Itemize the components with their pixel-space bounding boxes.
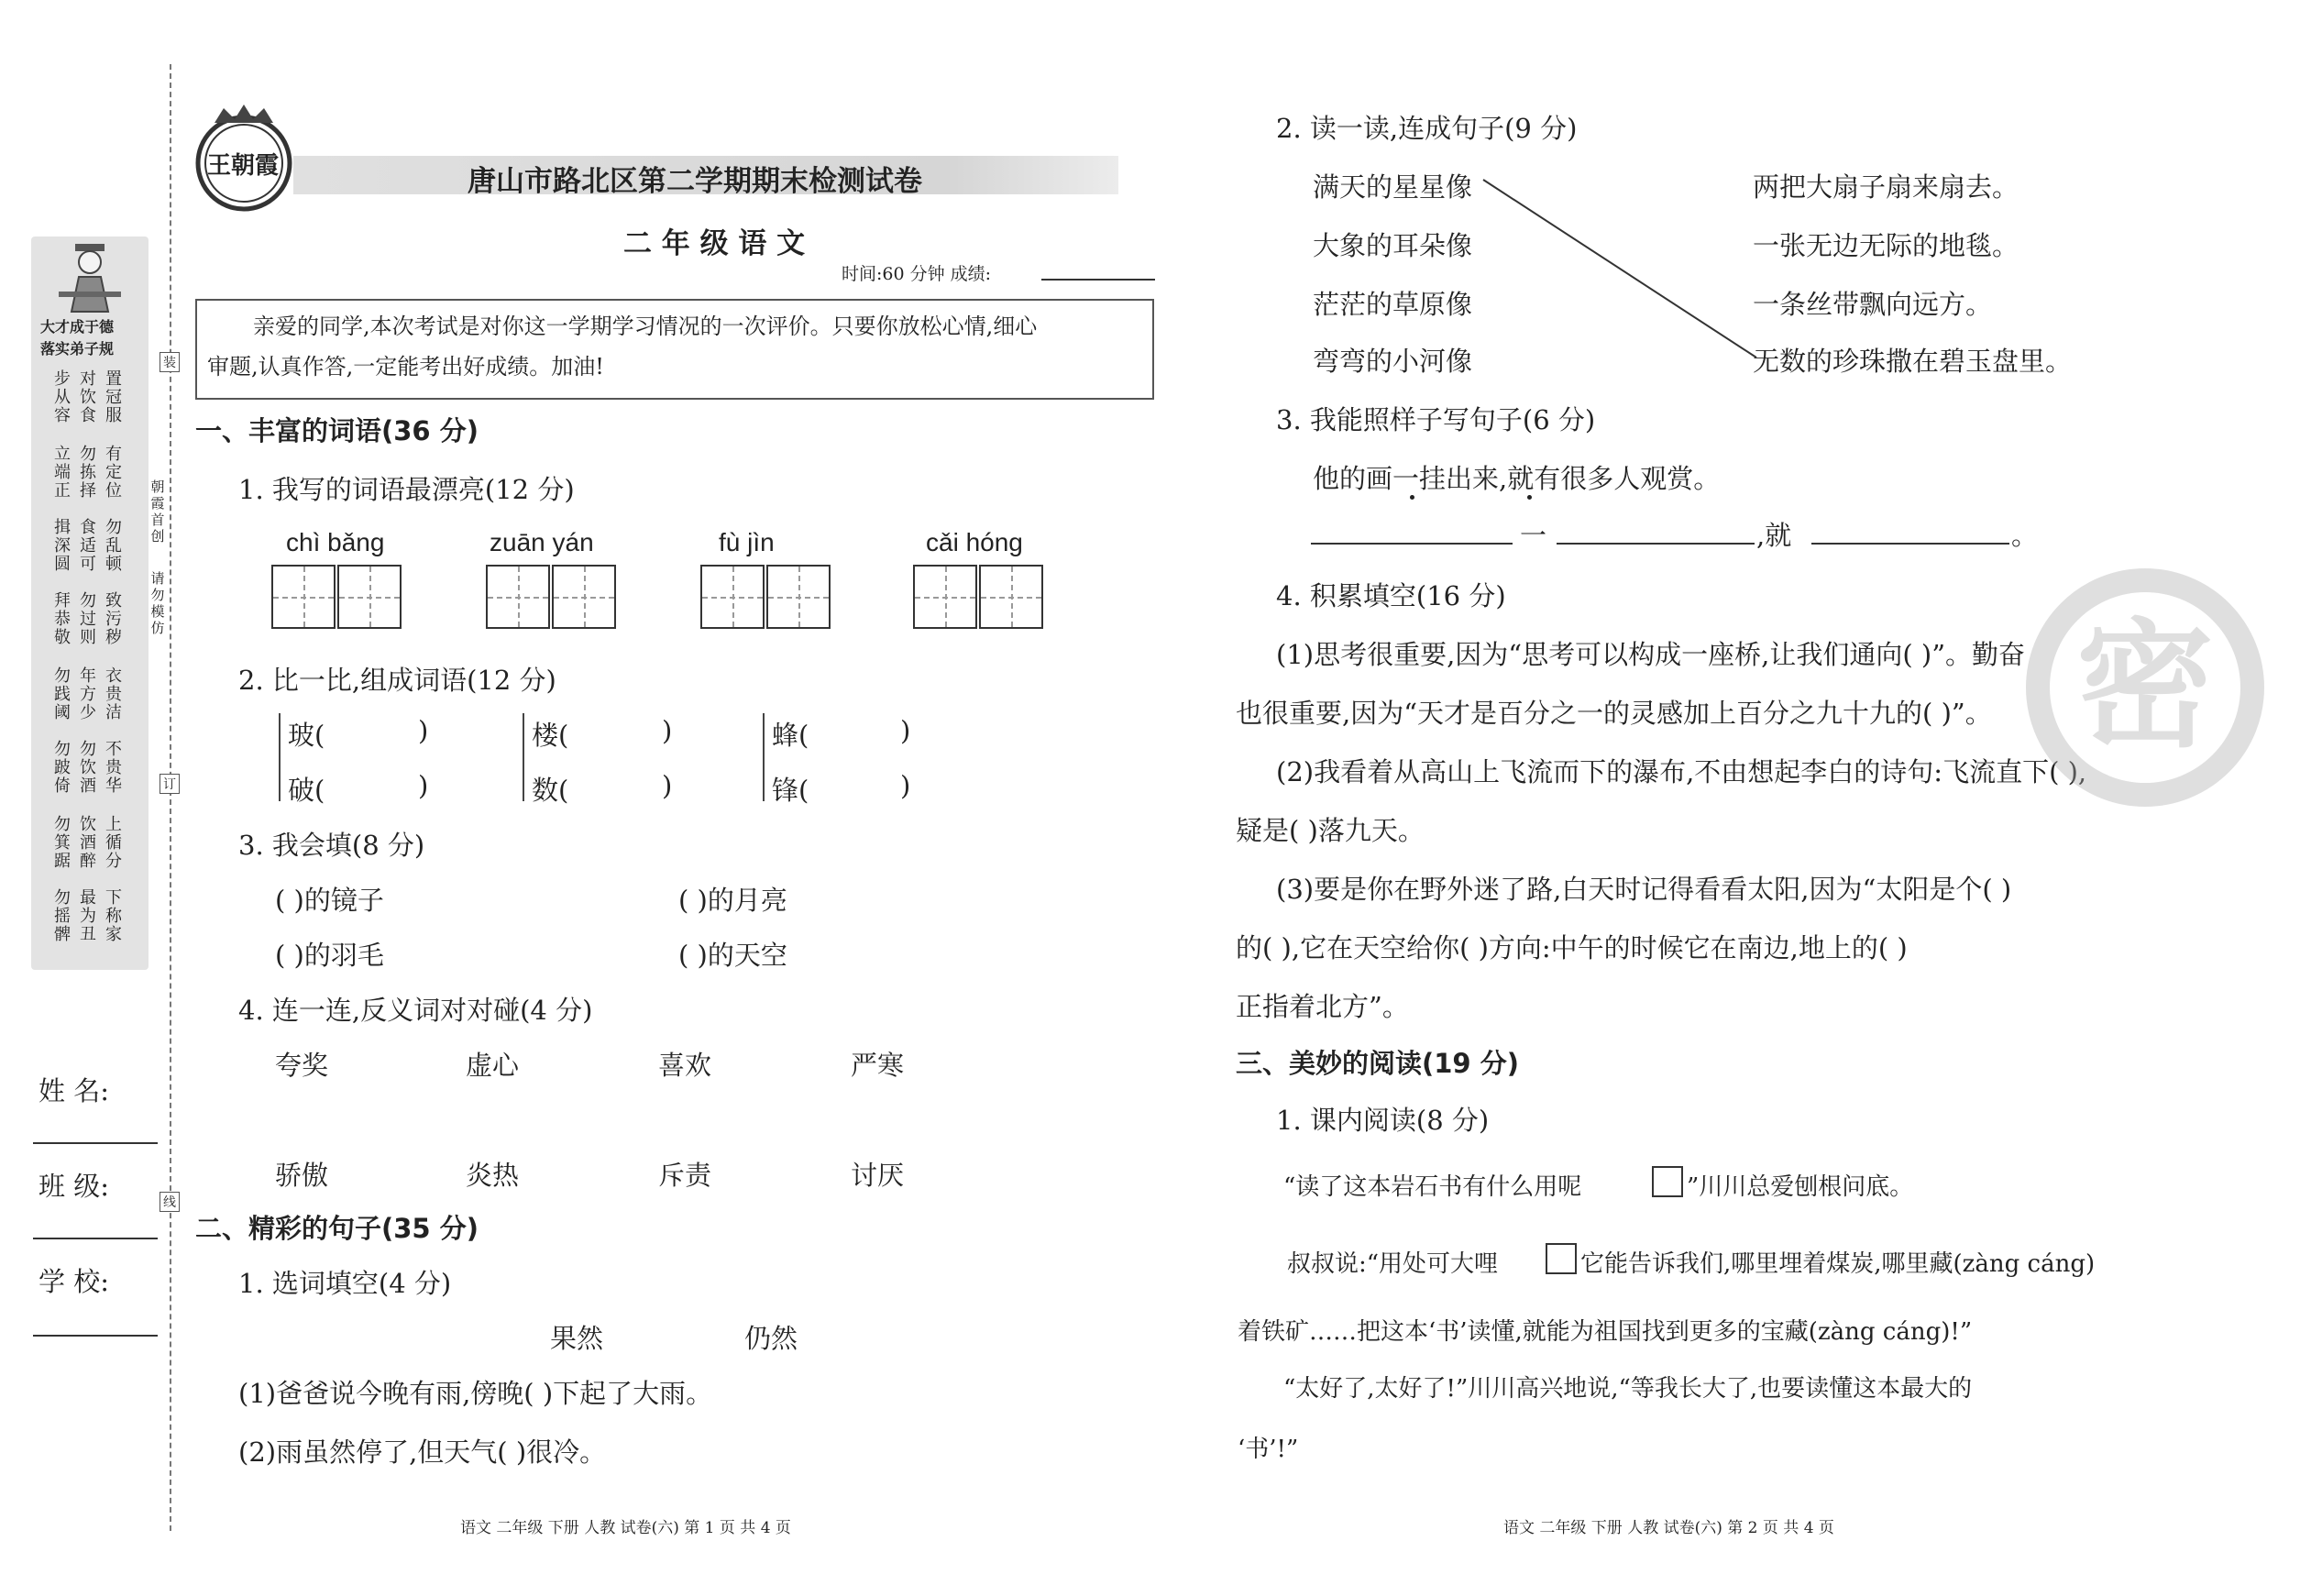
stamp-char: 密 <box>2075 607 2214 766</box>
subject-title: 二 年 级 语 文 <box>623 227 806 260</box>
q2-close: ) <box>418 770 429 801</box>
choice-word: 仍然 <box>744 1323 798 1354</box>
emphasis-dot <box>1527 495 1532 500</box>
page-footer-right: 语文 二年级 下册 人教 试卷(六) 第 2 页 共 4 页 <box>1503 1519 1834 1537</box>
score-field[interactable] <box>1041 279 1155 281</box>
reading-line: 它能告诉我们,哪里埋着煤炭,哪里藏(zàng cáng) <box>1580 1250 2096 1278</box>
q3-item: ( )的天空 <box>678 940 787 971</box>
q1-title: 1. 我写的词语最漂亮(12 分) <box>238 474 575 505</box>
binding-box: 线 <box>160 1192 180 1212</box>
q3-title: 3. 我会填(8 分) <box>238 830 425 861</box>
antonym-word[interactable]: 骄傲 <box>275 1160 329 1191</box>
antonym-word[interactable]: 喜欢 <box>658 1050 712 1081</box>
reading-line: ”川川总爱刨根问底。 <box>1687 1173 1914 1201</box>
answer-blank[interactable] <box>1811 543 2009 545</box>
simile-start[interactable]: 弯弯的小河像 <box>1313 346 1473 377</box>
school-field[interactable] <box>33 1335 158 1337</box>
name-label: 姓 名: <box>39 1075 109 1106</box>
antonym-word[interactable]: 斥责 <box>658 1160 712 1191</box>
writing-grid[interactable] <box>979 565 1043 629</box>
brand-logo-text: 王朝霞 <box>207 152 280 180</box>
q2-close: ) <box>900 770 911 801</box>
intro-line-1: 亲爱的同学,本次考试是对你这一学期学习情况的一次评价。只要你放松心情,细心 <box>253 314 1038 339</box>
q2-char: 楼( <box>532 720 569 751</box>
motto-col: 置冠服 <box>105 369 122 425</box>
r-q3-jiu: ,就 <box>1756 520 1792 551</box>
antonym-word[interactable]: 严寒 <box>851 1050 905 1081</box>
reading-line: “读了这本岩石书有什么用呢 <box>1283 1173 1582 1201</box>
intro-line-2: 审题,认真作答,一定能考出好成绩。加油! <box>207 354 604 380</box>
simile-end[interactable]: 一条丝带飘向远方。 <box>1753 289 1993 320</box>
school-label: 学 校: <box>39 1266 109 1297</box>
antonym-word[interactable]: 炎热 <box>466 1160 520 1191</box>
q2-close: ) <box>900 715 911 746</box>
simile-end[interactable]: 无数的珍珠撒在碧玉盘里。 <box>1753 346 2073 377</box>
choice-word: 果然 <box>550 1323 604 1354</box>
section-1-title: 一、丰富的词语(36 分) <box>195 415 479 446</box>
s2-q1-line: (1)爸爸说今晚有雨,傍晚( )下起了大雨。 <box>238 1378 713 1409</box>
simile-start[interactable]: 大象的耳朵像 <box>1313 230 1473 261</box>
r-q4-title: 4. 积累填空(16 分) <box>1276 580 1506 611</box>
motto-col: 勿践阈 <box>54 666 71 722</box>
page-footer-left: 语文 二年级 下册 人教 试卷(六) 第 1 页 共 4 页 <box>460 1519 791 1537</box>
class-field[interactable] <box>33 1238 158 1239</box>
q3-item: ( )的羽毛 <box>275 940 384 971</box>
seal-note-2: 请勿模仿 <box>150 570 165 636</box>
q2-char: 破( <box>288 775 325 806</box>
answer-blank[interactable] <box>1557 543 1755 545</box>
answer-blank[interactable] <box>1311 543 1513 545</box>
simile-start[interactable]: 满天的星星像 <box>1313 171 1473 203</box>
q2-char: 锋( <box>772 775 809 806</box>
q2-title: 2. 比一比,组成词语(12 分) <box>238 665 556 696</box>
punctuation-box[interactable] <box>1652 1166 1683 1197</box>
motto-col: 揖深圆 <box>54 518 71 574</box>
q2-close: ) <box>662 770 673 801</box>
r-q3-end: 。 <box>2011 520 2039 551</box>
antonym-word[interactable]: 夸奖 <box>275 1050 329 1081</box>
q2-close: ) <box>662 715 673 746</box>
motto-col: 对饮食 <box>80 369 96 425</box>
s2-q1-line: (2)雨虽然停了,但天气( )很冷。 <box>238 1436 607 1468</box>
r-q4-line: 正指着北方”。 <box>1236 991 1409 1022</box>
pinyin-1: chì bǎng <box>286 528 385 556</box>
s3-q1-title: 1. 课内阅读(8 分) <box>1276 1105 1490 1136</box>
reading-line: 着铁矿……把这本‘书’读懂,就能为祖国找到更多的宝藏(zàng cáng)!” <box>1238 1318 1973 1346</box>
time-score: 时间:60 分钟 成绩: <box>842 264 992 284</box>
motto-col: 最为丑 <box>80 888 96 944</box>
s2-q1-title: 1. 选词填空(4 分) <box>238 1268 452 1299</box>
r-q4-line: (1)思考很重要,因为“思考可以构成一座桥,让我们通向( )”。勤奋 <box>1276 639 2026 670</box>
motto-col: 有定位 <box>105 445 122 501</box>
writing-grid[interactable] <box>700 565 765 629</box>
r-q4-line: 也很重要,因为“天才是百分之一的灵感加上百分之九十九的( )”。 <box>1236 698 1992 729</box>
q2-char: 蜂( <box>772 720 809 751</box>
name-field[interactable] <box>33 1142 158 1144</box>
pinyin-2: zuān yán <box>490 528 594 556</box>
exam-title: 唐山市路北区第二学期期末检测试卷 <box>468 165 922 198</box>
motto-col: 勿饮酒 <box>80 740 96 796</box>
r-q3-yi: 一 <box>1520 520 1547 551</box>
emphasis-dot <box>1410 495 1414 500</box>
r-q4-line: 疑是( )落九天。 <box>1236 815 1425 846</box>
class-label: 班 级: <box>39 1171 109 1202</box>
simile-end[interactable]: 两把大扇子扇来扇去。 <box>1753 171 2019 203</box>
motto-col: 年方少 <box>80 666 96 722</box>
section-3-title: 三、美妙的阅读(19 分) <box>1236 1048 1519 1079</box>
writing-grid[interactable] <box>337 565 402 629</box>
reading-line: “太好了,太好了!”川川高兴地说,“等我长大了,也要读懂这本最大的 <box>1283 1375 1973 1403</box>
seal-note-1: 朝霞首创 <box>150 479 165 545</box>
motto-col: 食适可 <box>80 518 96 574</box>
writing-grid[interactable] <box>552 565 616 629</box>
antonym-word[interactable]: 讨厌 <box>851 1160 905 1191</box>
motto-col: 勿乱顿 <box>105 518 122 574</box>
q3-item: ( )的月亮 <box>678 885 787 916</box>
pinyin-3: fù jìn <box>719 528 775 556</box>
example-connector-line <box>1478 174 1762 365</box>
pinyin-4: cǎi hóng <box>926 528 1023 556</box>
simile-start[interactable]: 茫茫的草原像 <box>1313 289 1473 320</box>
q2-close: ) <box>418 715 429 746</box>
antonym-word[interactable]: 虚心 <box>466 1050 520 1081</box>
motto-col: 饮酒醉 <box>80 815 96 871</box>
writing-grid[interactable] <box>913 565 977 629</box>
binding-box: 订 <box>160 774 180 794</box>
motto-col: 步从容 <box>54 369 71 425</box>
q4-title: 4. 连一连,反义词对对碰(4 分) <box>238 995 593 1026</box>
secret-stamp-watermark <box>2026 568 2264 807</box>
motto-col: 勿跛倚 <box>54 740 71 796</box>
simile-end[interactable]: 一张无边无际的地毯。 <box>1753 230 2019 261</box>
motto-col: 下称家 <box>105 888 122 944</box>
punctuation-box[interactable] <box>1546 1243 1577 1274</box>
r-q4-line: 的( ),它在天空给你( )方向:中午的时候它在南边,地上的( ) <box>1236 932 1908 963</box>
motto-col: 立端正 <box>54 445 71 501</box>
writing-grid[interactable] <box>271 565 336 629</box>
writing-grid[interactable] <box>766 565 831 629</box>
binding-line <box>170 64 171 1531</box>
q2-char: 数( <box>532 775 569 806</box>
section-2-title: 二、精彩的句子(35 分) <box>195 1213 479 1244</box>
motto-top-1: 大才成于德 <box>40 318 115 336</box>
motto-col: 拜恭敬 <box>54 591 71 647</box>
scholar-illustration-icon <box>55 240 125 315</box>
q2-char: 玻( <box>288 720 325 751</box>
reading-line: 叔叔说:“用处可大哩 <box>1287 1250 1499 1278</box>
motto-col: 衣贵洁 <box>105 666 122 722</box>
q3-item: ( )的镜子 <box>275 885 384 916</box>
r-q3-example: 他的画一挂出来,就有很多人观赏。 <box>1313 463 1721 494</box>
motto-col: 不贵华 <box>105 740 122 796</box>
motto-top-2: 落实弟子规 <box>40 340 115 358</box>
motto-col: 致污秽 <box>105 591 122 647</box>
motto-col: 勿箕踞 <box>54 815 71 871</box>
writing-grid[interactable] <box>486 565 550 629</box>
r-q3-title: 3. 我能照样子写句子(6 分) <box>1276 404 1596 435</box>
r-q4-line: (2)我看着从高山上飞流而下的瀑布,不由想起李白的诗句:飞流直下( ), <box>1276 756 2087 787</box>
motto-col: 勿过则 <box>80 591 96 647</box>
r-q2-title: 2. 读一读,连成句子(9 分) <box>1276 113 1578 144</box>
r-q4-line: (3)要是你在野外迷了路,白天时记得看看太阳,因为“太阳是个( ) <box>1276 874 2012 905</box>
motto-col: 上循分 <box>105 815 122 871</box>
reading-line: ‘书’!” <box>1238 1436 1299 1463</box>
binding-box: 装 <box>160 352 180 372</box>
motto-col: 勿摇髀 <box>54 888 71 944</box>
motto-col: 勿拣择 <box>80 445 96 501</box>
